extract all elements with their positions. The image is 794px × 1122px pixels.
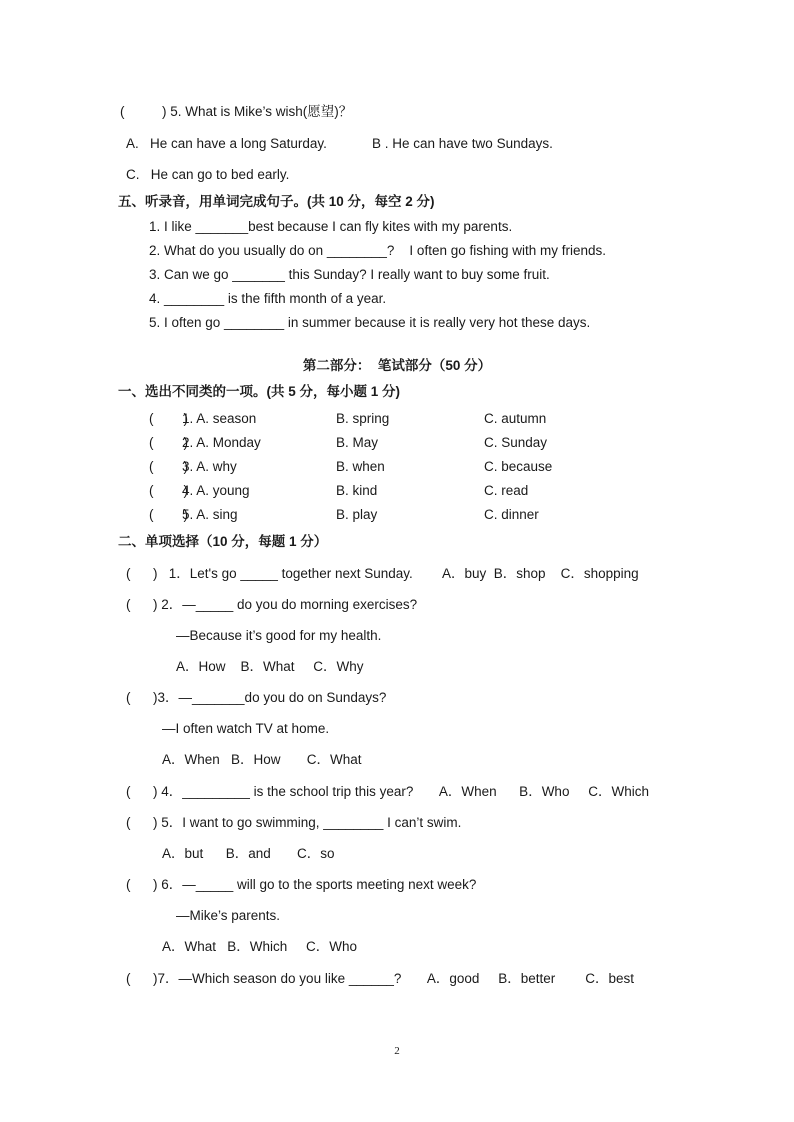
page-number: 2 xyxy=(394,1045,400,1057)
question-line: ( ) 1．Let's go _____ together next Sunday. A．buy B．shop C．shopping xyxy=(126,566,639,581)
answer-blank: ( ) xyxy=(149,411,188,426)
option-b: B. when xyxy=(336,459,385,474)
answer-blank: ( ) xyxy=(149,435,188,450)
written1-heading: 一、选出不同类的一项。(共 5 分，每小题 1 分) xyxy=(118,384,401,399)
written2-heading: 二、单项选择（10 分，每题 1 分） xyxy=(118,534,328,549)
section5-item: 2. What do you usually do on ________? I often go fishing with my friends. xyxy=(149,243,607,258)
option-a: 5. A. sing xyxy=(182,507,238,522)
part2-title: 第二部分： 笔试部分（50 分） xyxy=(302,358,492,373)
question-line: ( ) 2．—_____ do you do morning exercises? xyxy=(126,597,418,612)
option-c: C. read xyxy=(484,483,529,498)
question-line: ( ) 5．I want to go swimming, ________ I can’t swim. xyxy=(126,815,462,830)
answer-line: —Because it’s good for my health. xyxy=(176,628,382,643)
option-a: 1. A. season xyxy=(182,411,257,426)
listening-q5-stem: ( ) 5. What is Mike’s wish(愿望)？ xyxy=(120,104,353,119)
answer-line: —Mike’s parents. xyxy=(176,908,281,923)
option-a: 2. A. Monday xyxy=(182,435,261,450)
options-line: A．When B．How C．What xyxy=(162,752,362,767)
listening-q5-option-b: B . He can have two Sundays. xyxy=(372,136,553,151)
answer-line: —I often watch TV at home. xyxy=(162,721,330,736)
question-line: ( ) 6．—_____ will go to the sports meeting next week? xyxy=(126,877,477,892)
answer-blank: ( ) xyxy=(149,459,188,474)
option-a: 3. A. why xyxy=(182,459,237,474)
section5-heading: 五、听录音，用单词完成句子。(共 10 分，每空 2 分) xyxy=(118,194,435,209)
question-line: ( )7．—Which season do you like ______? A．good B．better C．best xyxy=(126,971,634,986)
option-c: C. autumn xyxy=(484,411,547,426)
answer-blank: ( ) xyxy=(149,507,188,522)
option-c: C. dinner xyxy=(484,507,539,522)
section5-item: 1. I like _______best because I can fly kites with my parents. xyxy=(149,219,513,234)
option-c: C. because xyxy=(484,459,553,474)
listening-q5-option-c: C. He can go to bed early. xyxy=(126,167,290,182)
listening-q5-option-a: A. He can have a long Saturday. xyxy=(126,136,327,151)
options-line: A．How B．What C．Why xyxy=(176,659,364,674)
options-line: A．but B．and C．so xyxy=(162,846,335,861)
option-a: 4. A. young xyxy=(182,483,250,498)
section5-item: 4. ________ is the fifth month of a year. xyxy=(149,291,387,306)
option-b: B. kind xyxy=(336,483,378,498)
option-b: B. spring xyxy=(336,411,390,426)
section5-item: 5. I often go ________ in summer because it is really very hot these days. xyxy=(149,315,591,330)
option-b: B. May xyxy=(336,435,379,450)
option-c: C. Sunday xyxy=(484,435,548,450)
options-line: A．What B．Which C．Who xyxy=(162,939,358,954)
section5-item: 3. Can we go _______ this Sunday? I really want to buy some fruit. xyxy=(149,267,550,282)
question-line: ( )3．—_______do you do on Sundays? xyxy=(126,690,387,705)
answer-blank: ( ) xyxy=(149,483,188,498)
question-line: ( ) 4．_________ is the school trip this year? A．When B．Who C．Which xyxy=(126,784,649,799)
option-b: B. play xyxy=(336,507,378,522)
